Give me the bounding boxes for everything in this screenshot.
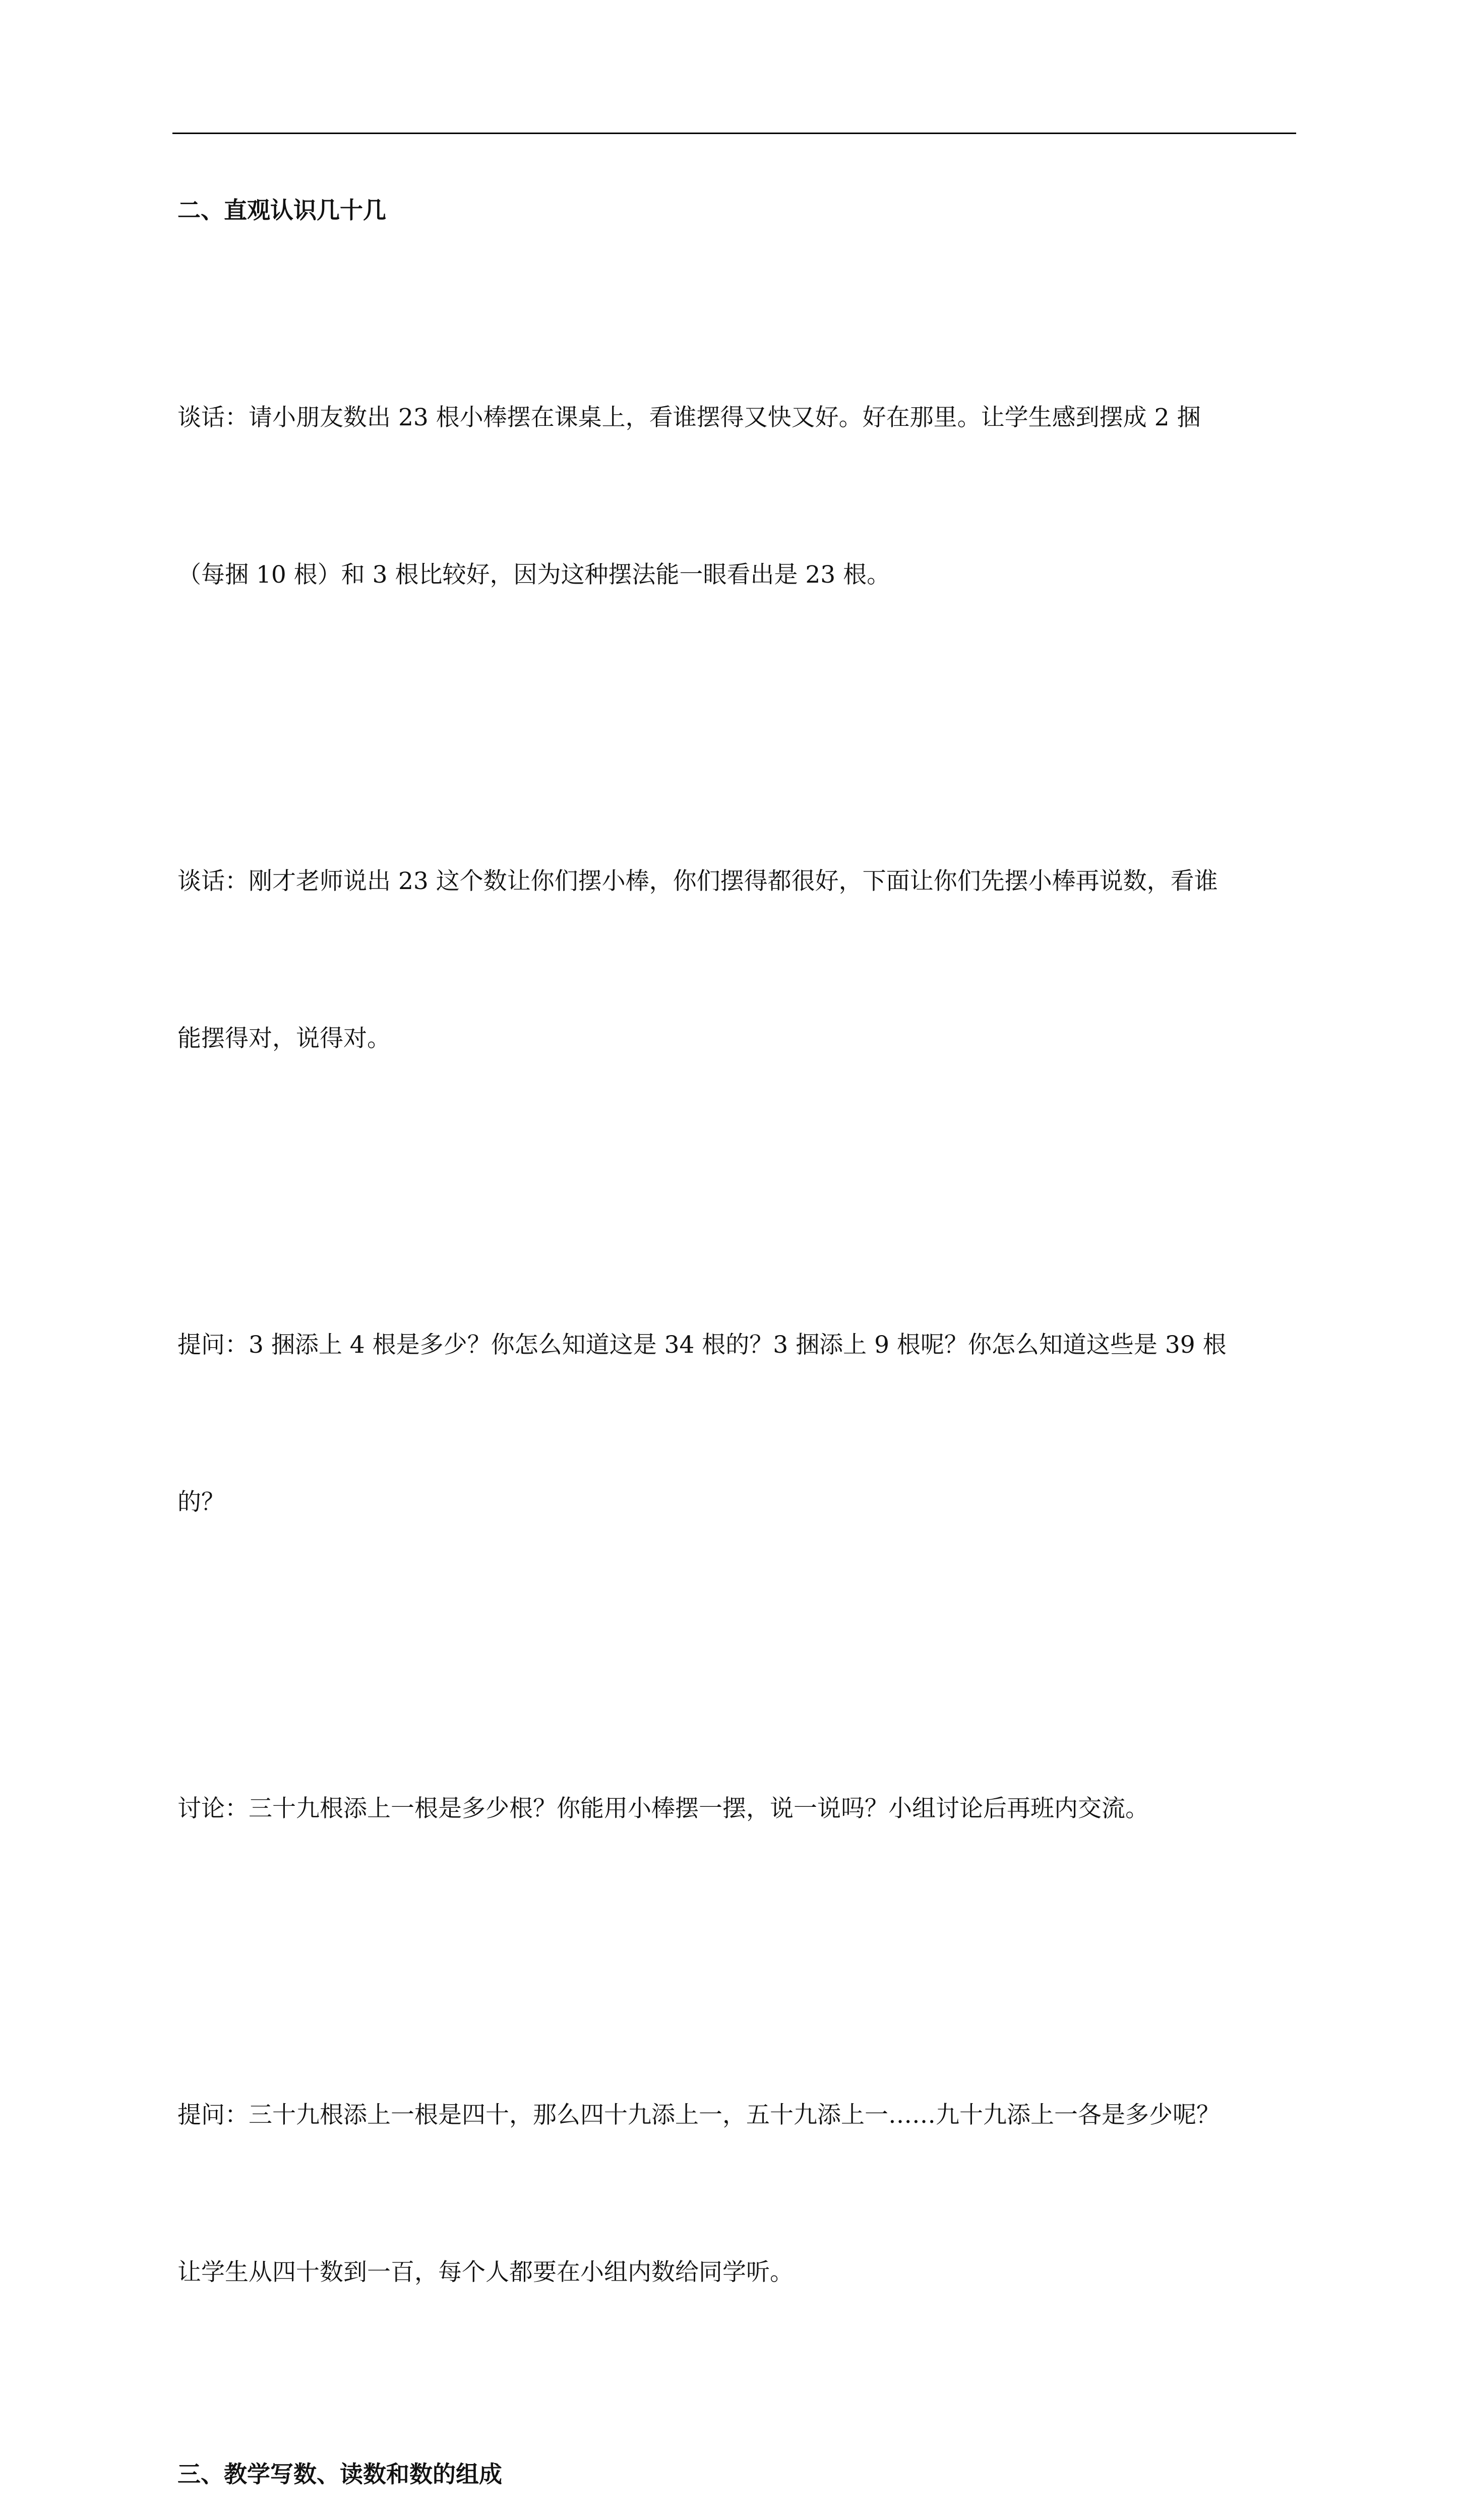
paragraph (177, 1678, 1302, 1940)
section-heading-3: 三、教学写数、读数和数的组成 (177, 2461, 502, 2488)
paragraph-line: 提问：3 捆添上 4 根是多少？你怎么知道这是 34 根的？3 捆添上 9 根呢？你怎么知道这些是 39 根 (177, 1331, 1227, 1359)
paragraph (177, 1984, 1302, 2404)
paragraph-line: 能摆得对，说得对。 (177, 1025, 391, 1052)
document-body (177, 184, 1302, 2520)
paragraph-line: （每捆 10 根）和 3 根比较好，因为这种摆法能一眼看出是 23 根。 (177, 561, 891, 589)
paragraph-line: 讨论：三十九根添上一根是多少根？你能用小棒摆一摆，说一说吗？小组讨论后再班内交流。 (177, 1795, 1149, 1822)
paragraph-line: 谈话：刚才老师说出 23 这个数让你们摆小棒，你们摆得都很好，下面让你们先摆小棒再说数，看谁 (177, 867, 1218, 895)
paragraph-line: 让学生从四十数到一百，每个人都要在小组内数给同学听。 (177, 2258, 794, 2286)
paragraph (177, 1214, 1302, 1633)
paragraph (177, 750, 1302, 1170)
paragraph-line: 谈话：请小朋友数出 23 根小棒摆在课桌上，看谁摆得又快又好。好在那里。让学生感到摆成 2 捆 (177, 404, 1201, 431)
paragraph (177, 287, 1302, 706)
section-heading-2: 二、直观认识几十几 (177, 197, 386, 224)
paragraph-line: 提问：三十九根添上一根是四十，那么四十九添上一，五十九添上一……九十九添上一各是多少呢？ (177, 2101, 1220, 2129)
header-rule (172, 133, 1296, 134)
paragraph-line: 的？ (177, 1488, 225, 1516)
